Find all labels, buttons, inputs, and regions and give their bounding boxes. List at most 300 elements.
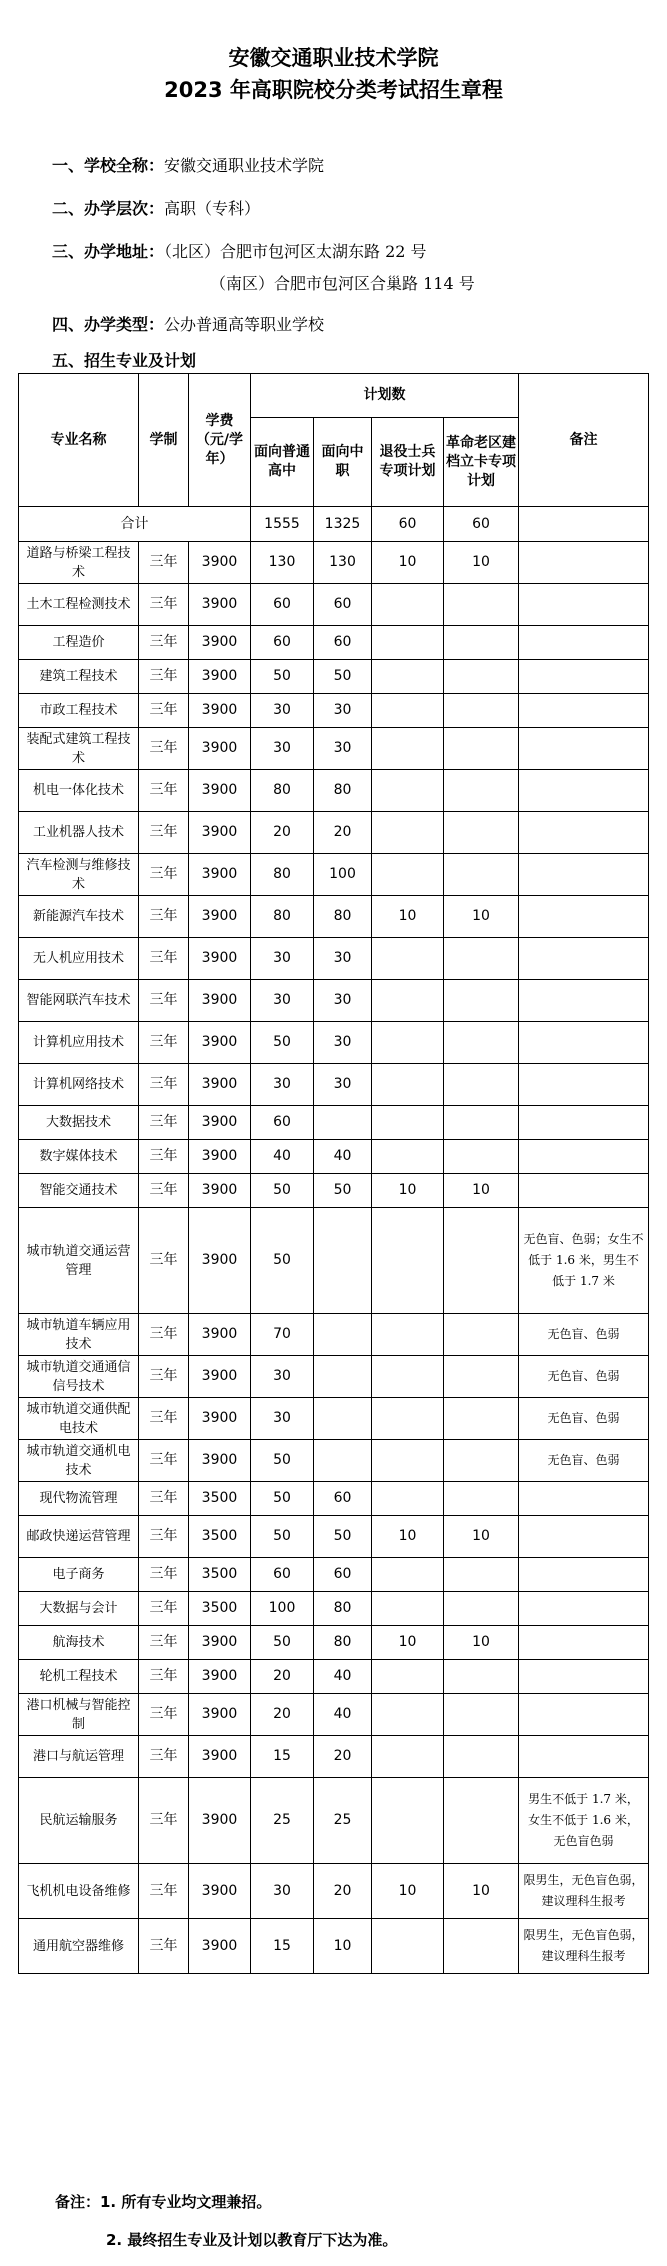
cell-vocational [314,1314,372,1356]
cell-major: 土木工程检测技术 [19,584,139,626]
cell-note [519,1592,649,1626]
info-level-value: 高职（专科） [164,199,261,218]
cell-major: 工程造价 [19,626,139,660]
header-major: 专业名称 [19,374,139,507]
cell-vocational: 30 [314,938,372,980]
cell-old-revolutionary [444,728,519,770]
cell-veteran: 10 [372,1174,444,1208]
cell-note [519,1022,649,1064]
cell-note [519,812,649,854]
cell-note [519,1174,649,1208]
cell-years: 三年 [139,1919,189,1974]
cell-old-revolutionary [444,694,519,728]
cell-veteran [372,1660,444,1694]
info-type-label: 四、办学类型： [52,315,165,334]
cell-veteran [372,770,444,812]
cell-veteran: 10 [372,1516,444,1558]
cell-vocational: 80 [314,770,372,812]
cell-years: 三年 [139,694,189,728]
document-title-line1: 安徽交通职业技术学院 [228,46,439,70]
table-row [19,938,649,980]
cell-general-hs: 50 [251,1022,314,1064]
cell-vocational: 40 [314,1140,372,1174]
cell-old-revolutionary [444,1022,519,1064]
table-row [19,1482,649,1516]
cell-vocational: 80 [314,1592,372,1626]
cell-note: 无色盲、色弱 [519,1356,649,1398]
cell-general-hs: 30 [251,1356,314,1398]
cell-vocational [314,1440,372,1482]
enrollment-plan-table [18,373,649,1974]
cell-old-revolutionary [444,1398,519,1440]
cell-major: 道路与桥梁工程技术 [19,542,139,584]
cell-major: 新能源汽车技术 [19,896,139,938]
info-plan [52,350,196,372]
cell-vocational: 20 [314,1864,372,1919]
footnote-line1: 备注：1. 所有专业均文理兼招。 [55,2193,272,2211]
info-address-north: （北区）合肥市包河区太湖东路 22 号 [164,242,427,261]
cell-old-revolutionary [444,1356,519,1398]
cell-old-revolutionary [444,1736,519,1778]
cell-fee: 3900 [189,1778,251,1864]
info-school-value: 安徽交通职业技术学院 [164,156,325,175]
header-years: 学制 [139,374,189,507]
table-row [19,660,649,694]
cell-vocational: 30 [314,694,372,728]
header-veteran: 退役士兵专项计划 [372,418,444,507]
cell-fee: 3900 [189,938,251,980]
cell-veteran [372,854,444,896]
cell-veteran [372,938,444,980]
cell-general-hs: 50 [251,1174,314,1208]
cell-years: 三年 [139,584,189,626]
cell-old-revolutionary [444,1482,519,1516]
cell-fee: 3500 [189,1592,251,1626]
cell-veteran [372,1022,444,1064]
cell-fee: 3500 [189,1482,251,1516]
info-type [52,314,324,336]
cell-veteran [372,1482,444,1516]
cell-years: 三年 [139,770,189,812]
cell-note [519,660,649,694]
table-row [19,1919,649,1974]
cell-vocational: 60 [314,584,372,626]
cell-major: 装配式建筑工程技术 [19,728,139,770]
cell-years: 三年 [139,1626,189,1660]
cell-major: 通用航空器维修 [19,1919,139,1974]
cell-veteran [372,812,444,854]
cell-years: 三年 [139,1778,189,1864]
cell-years: 三年 [139,1174,189,1208]
cell-old-revolutionary [444,1778,519,1864]
table-row [19,1592,649,1626]
cell-note [519,1626,649,1660]
header-fee: 学费（元/学年） [189,374,251,507]
table-row [19,1140,649,1174]
table-row [19,1516,649,1558]
cell-years: 三年 [139,1106,189,1140]
cell-old-revolutionary [444,1314,519,1356]
cell-years: 三年 [139,1398,189,1440]
cell-old-revolutionary [444,1064,519,1106]
cell-major: 航海技术 [19,1626,139,1660]
cell-vocational: 60 [314,1558,372,1592]
cell-veteran [372,1398,444,1440]
total-old-revolutionary: 60 [444,507,519,542]
cell-vocational: 50 [314,1516,372,1558]
total-general-hs: 1555 [251,507,314,542]
cell-fee: 3900 [189,770,251,812]
cell-general-hs: 130 [251,542,314,584]
cell-vocational: 30 [314,728,372,770]
cell-note [519,1660,649,1694]
cell-years: 三年 [139,938,189,980]
cell-general-hs: 30 [251,728,314,770]
cell-old-revolutionary [444,854,519,896]
table-row [19,854,649,896]
cell-old-revolutionary [444,584,519,626]
cell-years: 三年 [139,1736,189,1778]
cell-note: 男生不低于 1.7 米，女生不低于 1.6 米，无色盲色弱 [519,1778,649,1864]
info-address-label: 三、办学地址： [52,242,165,261]
cell-major: 邮政快递运营管理 [19,1516,139,1558]
cell-old-revolutionary [444,626,519,660]
cell-fee: 3900 [189,1919,251,1974]
cell-major: 计算机网络技术 [19,1064,139,1106]
cell-veteran: 10 [372,542,444,584]
cell-old-revolutionary [444,660,519,694]
cell-note [519,896,649,938]
cell-vocational: 25 [314,1778,372,1864]
cell-veteran [372,980,444,1022]
cell-fee: 3900 [189,1064,251,1106]
table-row [19,980,649,1022]
cell-note [519,728,649,770]
total-row [19,507,649,542]
cell-fee: 3900 [189,854,251,896]
table-row [19,584,649,626]
cell-note [519,1140,649,1174]
cell-veteran [372,694,444,728]
cell-general-hs: 20 [251,812,314,854]
cell-general-hs: 100 [251,1592,314,1626]
table-row [19,1314,649,1356]
cell-major: 现代物流管理 [19,1482,139,1516]
cell-years: 三年 [139,812,189,854]
cell-veteran: 10 [372,896,444,938]
cell-fee: 3900 [189,1174,251,1208]
cell-note [519,584,649,626]
info-level-label: 二、办学层次： [52,199,165,218]
cell-vocational: 10 [314,1919,372,1974]
cell-major: 无人机应用技术 [19,938,139,980]
cell-major: 机电一体化技术 [19,770,139,812]
cell-veteran [372,1736,444,1778]
cell-major: 港口与航运管理 [19,1736,139,1778]
cell-old-revolutionary [444,938,519,980]
cell-fee: 3900 [189,1022,251,1064]
cell-old-revolutionary: 10 [444,1626,519,1660]
table-row [19,542,649,584]
cell-general-hs: 20 [251,1660,314,1694]
cell-years: 三年 [139,980,189,1022]
table-row [19,1694,649,1736]
cell-veteran [372,728,444,770]
cell-major: 城市轨道车辆应用技术 [19,1314,139,1356]
cell-fee: 3500 [189,1516,251,1558]
cell-old-revolutionary: 10 [444,896,519,938]
cell-general-hs: 50 [251,1440,314,1482]
cell-fee: 3900 [189,1626,251,1660]
cell-general-hs: 30 [251,1864,314,1919]
cell-fee: 3900 [189,1694,251,1736]
cell-note [519,854,649,896]
cell-major: 民航运输服务 [19,1778,139,1864]
cell-veteran [372,660,444,694]
info-school [52,155,324,177]
cell-fee: 3900 [189,1106,251,1140]
total-veteran: 60 [372,507,444,542]
cell-years: 三年 [139,1864,189,1919]
cell-general-hs: 20 [251,1694,314,1736]
total-note [519,507,649,542]
cell-vocational: 30 [314,1064,372,1106]
cell-note: 无色盲、色弱 [519,1440,649,1482]
table-row [19,694,649,728]
cell-note [519,1516,649,1558]
cell-veteran [372,1314,444,1356]
cell-major: 城市轨道交通运营管理 [19,1208,139,1314]
table-row [19,1356,649,1398]
cell-veteran [372,626,444,660]
cell-vocational: 50 [314,1174,372,1208]
cell-vocational: 30 [314,1022,372,1064]
table-row [19,1106,649,1140]
cell-fee: 3900 [189,1736,251,1778]
cell-major: 港口机械与智能控制 [19,1694,139,1736]
cell-fee: 3900 [189,584,251,626]
cell-veteran [372,1440,444,1482]
cell-old-revolutionary [444,770,519,812]
cell-vocational: 30 [314,980,372,1022]
cell-general-hs: 50 [251,1482,314,1516]
cell-veteran [372,1356,444,1398]
cell-general-hs: 15 [251,1919,314,1974]
cell-general-hs: 60 [251,1558,314,1592]
cell-old-revolutionary [444,1140,519,1174]
info-address [52,241,427,263]
table-row [19,770,649,812]
cell-old-revolutionary [444,1694,519,1736]
footnote-line2: 2. 最终招生专业及计划以教育厅下达为准。 [106,2231,398,2249]
cell-fee: 3900 [189,1660,251,1694]
cell-fee: 3900 [189,542,251,584]
cell-old-revolutionary [444,1106,519,1140]
cell-old-revolutionary [444,1592,519,1626]
cell-note: 无色盲、色弱；女生不低于 1.6 米，男生不低于 1.7 米 [519,1208,649,1314]
cell-general-hs: 15 [251,1736,314,1778]
cell-major: 城市轨道交通供配电技术 [19,1398,139,1440]
cell-old-revolutionary: 10 [444,542,519,584]
cell-fee: 3900 [189,1140,251,1174]
cell-general-hs: 70 [251,1314,314,1356]
cell-note [519,626,649,660]
cell-old-revolutionary [444,1440,519,1482]
cell-vocational: 50 [314,660,372,694]
cell-general-hs: 50 [251,1626,314,1660]
cell-years: 三年 [139,1208,189,1314]
cell-vocational: 80 [314,896,372,938]
cell-vocational: 60 [314,1482,372,1516]
cell-years: 三年 [139,1482,189,1516]
cell-years: 三年 [139,896,189,938]
cell-major: 飞机机电设备维修 [19,1864,139,1919]
cell-old-revolutionary: 10 [444,1864,519,1919]
table-row [19,626,649,660]
info-plan-label: 五、招生专业及计划 [52,351,197,370]
cell-major: 电子商务 [19,1558,139,1592]
cell-major: 城市轨道交通机电技术 [19,1440,139,1482]
header-general-hs: 面向普通高中 [251,418,314,507]
cell-vocational: 80 [314,1626,372,1660]
cell-years: 三年 [139,1516,189,1558]
info-type-value: 公办普通高等职业学校 [164,315,325,334]
cell-general-hs: 60 [251,626,314,660]
cell-note [519,1694,649,1736]
cell-years: 三年 [139,728,189,770]
table-row [19,1174,649,1208]
cell-years: 三年 [139,1694,189,1736]
cell-major: 大数据技术 [19,1106,139,1140]
header-note: 备注 [519,374,649,507]
info-school-label: 一、学校全称： [52,156,165,175]
cell-fee: 3900 [189,896,251,938]
cell-note [519,1558,649,1592]
cell-years: 三年 [139,626,189,660]
cell-years: 三年 [139,1440,189,1482]
cell-major: 智能网联汽车技术 [19,980,139,1022]
cell-fee: 3900 [189,728,251,770]
table-row [19,812,649,854]
cell-old-revolutionary: 10 [444,1516,519,1558]
cell-veteran [372,1064,444,1106]
cell-note [519,1106,649,1140]
cell-general-hs: 25 [251,1778,314,1864]
cell-veteran [372,1778,444,1864]
cell-fee: 3900 [189,1356,251,1398]
cell-general-hs: 30 [251,980,314,1022]
cell-fee: 3900 [189,1864,251,1919]
cell-note [519,1736,649,1778]
cell-general-hs: 80 [251,854,314,896]
cell-fee: 3900 [189,626,251,660]
cell-vocational: 40 [314,1660,372,1694]
cell-general-hs: 40 [251,1140,314,1174]
info-address-south: （南区）合肥市包河区合巢路 114 号 [210,274,475,293]
cell-veteran: 10 [372,1626,444,1660]
cell-major: 大数据与会计 [19,1592,139,1626]
cell-major: 建筑工程技术 [19,660,139,694]
cell-veteran [372,1592,444,1626]
cell-vocational: 130 [314,542,372,584]
cell-general-hs: 30 [251,938,314,980]
info-level [52,198,260,220]
cell-fee: 3900 [189,694,251,728]
cell-general-hs: 80 [251,770,314,812]
cell-years: 三年 [139,1022,189,1064]
cell-note: 无色盲、色弱 [519,1314,649,1356]
cell-major: 工业机器人技术 [19,812,139,854]
cell-veteran [372,1140,444,1174]
header-vocational: 面向中职 [314,418,372,507]
header-old-revolutionary: 革命老区建档立卡专项计划 [444,418,519,507]
table-row [19,1208,649,1314]
cell-note: 限男生，无色盲色弱，建议理科生报考 [519,1919,649,1974]
cell-years: 三年 [139,1314,189,1356]
cell-note [519,770,649,812]
table-row [19,1558,649,1592]
cell-years: 三年 [139,542,189,584]
cell-old-revolutionary [444,980,519,1022]
cell-old-revolutionary [444,1919,519,1974]
table-row [19,1398,649,1440]
cell-fee: 3900 [189,1314,251,1356]
cell-vocational [314,1106,372,1140]
cell-vocational: 20 [314,1736,372,1778]
table-row [19,1626,649,1660]
cell-vocational: 60 [314,626,372,660]
info-address-south-line [210,273,475,295]
header-plan: 计划数 [251,374,519,418]
cell-general-hs: 30 [251,694,314,728]
cell-general-hs: 50 [251,1516,314,1558]
cell-vocational [314,1356,372,1398]
cell-veteran [372,1106,444,1140]
table-row [19,1660,649,1694]
total-vocational: 1325 [314,507,372,542]
cell-major: 数字媒体技术 [19,1140,139,1174]
cell-old-revolutionary [444,1660,519,1694]
table-row [19,1440,649,1482]
cell-major: 智能交通技术 [19,1174,139,1208]
cell-old-revolutionary [444,812,519,854]
cell-general-hs: 60 [251,584,314,626]
table-row [19,728,649,770]
table-row [19,1022,649,1064]
table-row [19,1778,649,1864]
cell-general-hs: 30 [251,1398,314,1440]
cell-general-hs: 80 [251,896,314,938]
cell-vocational: 100 [314,854,372,896]
cell-major: 城市轨道交通通信信号技术 [19,1356,139,1398]
cell-old-revolutionary [444,1558,519,1592]
cell-years: 三年 [139,660,189,694]
cell-years: 三年 [139,854,189,896]
table-row [19,1064,649,1106]
cell-years: 三年 [139,1356,189,1398]
cell-fee: 3900 [189,1208,251,1314]
cell-years: 三年 [139,1140,189,1174]
cell-note [519,542,649,584]
cell-major: 计算机应用技术 [19,1022,139,1064]
table-row [19,1864,649,1919]
cell-vocational [314,1208,372,1314]
cell-old-revolutionary: 10 [444,1174,519,1208]
cell-years: 三年 [139,1558,189,1592]
cell-years: 三年 [139,1592,189,1626]
cell-general-hs: 50 [251,1208,314,1314]
document-title-line2: 2023 年高职院校分类考试招生章程 [164,78,503,102]
